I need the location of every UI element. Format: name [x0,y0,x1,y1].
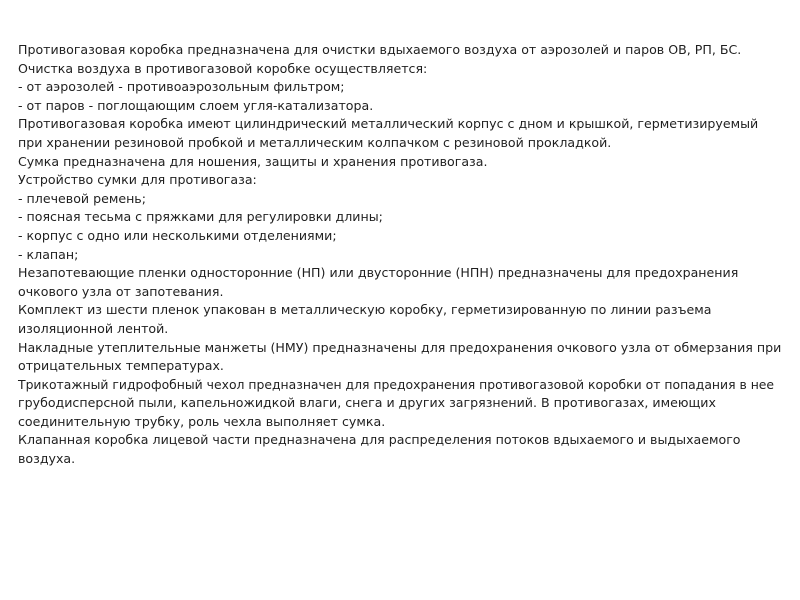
text-line: - корпус с одно или несколькими отделениями; [18,227,337,243]
text-line: - поясная тесьма с пряжками для регулировки длины; [18,209,383,225]
text-line: Трикотажный гидрофобный чехол предназначен для предохранения противогазовой коробки от попадания в нее [18,376,775,392]
text-line: Противогазовая коробка предназначена для очистки вдыхаемого воздуха от аэрозолей и паров ОВ, РП, БС. [18,42,742,57]
text-line: при хранении резиновой пробкой и металлическим колпачком с резиновой прокладкой. [18,134,612,150]
text-line: - плечевой ремень; [18,190,146,206]
text-line: отрицательных температурах. [18,358,224,374]
text-line: Незапотевающие пленки односторонние (НП) или двусторонние (НПН) предназначены для предохранения [18,265,739,281]
text-line: очкового узла от запотевания. [18,283,224,299]
text-line: Комплект из шести пленок упакован в металлическую коробку, герметизированную по линии разъема [18,302,712,318]
text-line: Сумка предназначена для ношения, защиты и хранения противогаза. [18,153,488,169]
text-line: Очистка воздуха в противогазовой коробке осуществляется: [18,60,428,76]
text-line: Клапанная коробка лицевой части предназначена для распределения потоков вдыхаемого и выдыхаемого [18,432,741,448]
text-line: соединительную трубку, роль чехла выполняет сумка. [18,413,386,429]
text-line: грубодисперсной пыли, капельножидкой влаги, снега и других загрязнений. В противогазах, имеющих [18,395,716,411]
text-line: Противогазовая коробка имеют цилиндрический металлический корпус с дном и крышкой, герметизируемый [18,116,759,132]
text-block [18,41,782,469]
text-line: изоляционной лентой. [18,320,169,336]
text-line: Накладные утеплительные манжеты (НМУ) предназначены для предохранения очкового узла от обмерзания при [18,339,782,355]
text-line: - клапан; [18,246,79,262]
text-line: - от аэрозолей - противоаэрозольным фильтром; [18,79,345,95]
text-line: воздуха. [18,451,76,467]
text-line: Устройство сумки для противогаза: [18,172,257,188]
text-line: - от паров - поглощающим слоем угля-катализатора. [18,97,374,113]
